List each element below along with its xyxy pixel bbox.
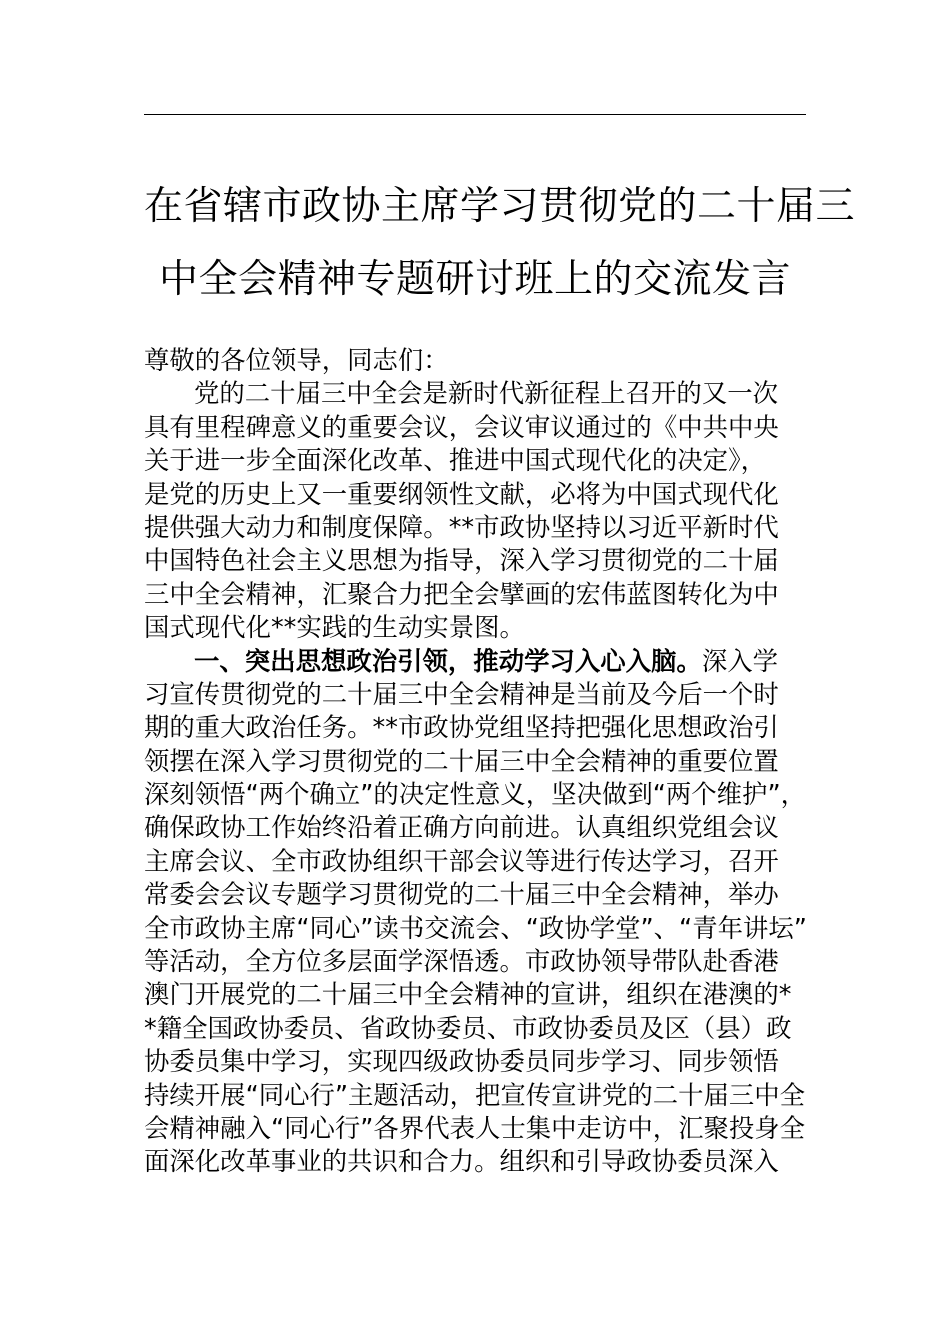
paragraph-1-line: 党的二十届三中全会是新时代新征程上召开的又一次 xyxy=(194,378,778,409)
paragraph-2-line: 持续开展“同心行”主题活动，把宣传宣讲党的二十届三中全 xyxy=(144,1079,806,1110)
paragraph-1-line: 是党的历史上又一重要纲领性文献，必将为中国式现代化 xyxy=(144,478,779,509)
document-body xyxy=(144,344,810,1179)
paragraph-2-line: 全市政协主席“同心”读书交流会、“政协学堂”、“青年讲坛” xyxy=(144,912,807,943)
title-line-1: 在省辖市政协主席学习贯彻党的二十届三 xyxy=(144,184,856,229)
document-title xyxy=(144,170,856,316)
paragraph-2-line: 会精神融入“同心行”各界代表人士集中走访中，汇聚投身全 xyxy=(144,1112,806,1143)
header-rule xyxy=(144,114,806,115)
title-line-2: 中全会精神专题研讨班上的交流发言 xyxy=(158,257,791,302)
paragraph-2-line: *籍全国政协委员、省政协委员、市政协委员及区（县）政 xyxy=(144,1012,792,1043)
paragraph-2-line: 常委会会议专题学习贯彻党的二十届三中全会精神，举办 xyxy=(144,879,779,910)
paragraph-2-line: 习宣传贯彻党的二十届三中全会精神是当前及今后一个时 xyxy=(144,678,779,709)
paragraph-2-line: 期的重大政治任务。**市政协党组坚持把强化思想政治引 xyxy=(144,712,779,743)
paragraph-2-line: 面深化改革事业的共识和合力。组织和引导政协委员深入 xyxy=(144,1146,779,1177)
paragraph-1-line: 具有里程碑意义的重要会议，会议审议通过的《中共中央 xyxy=(144,411,779,442)
paragraph-1-line: 三中全会精神，汇聚合力把全会擘画的宏伟蓝图转化为中 xyxy=(144,578,779,609)
paragraph-1-line: 中国特色社会主义思想为指导，深入学习贯彻党的二十届 xyxy=(144,545,779,576)
paragraph-2-line: 主席会议、全市政协组织干部会议等进行传达学习，召开 xyxy=(144,845,779,876)
paragraph-1-line: 提供强大动力和制度保障。**市政协坚持以习近平新时代 xyxy=(144,511,779,542)
paragraph-2-line: 领摆在深入学习贯彻党的二十届三中全会精神的重要位置 xyxy=(144,745,779,776)
paragraph-2-first-line xyxy=(144,645,810,678)
paragraph-2-line: 等活动，全方位多层面学深悟透。市政协领导带队赴香港 xyxy=(144,946,779,977)
paragraph-2-line: 确保政协工作始终沿着正确方向前进。认真组织党组会议 xyxy=(144,812,779,843)
paragraph-2-first-line-rest: 深入学 xyxy=(701,645,778,676)
section-heading: 一、突出思想政治引领，推动学习入心入脑。 xyxy=(194,645,702,676)
salutation: 尊敬的各位领导，同志们： xyxy=(144,345,449,375)
paragraph-2-line: 协委员集中学习，实现四级政协委员同步学习、同步领悟 xyxy=(144,1046,779,1077)
paragraph-1-line: 关于进一步全面深化改革、推进中国式现代化的决定》， xyxy=(144,445,767,476)
paragraph-2-line: 深刻领悟“两个确立”的决定性意义，坚决做到“两个维护”， xyxy=(144,779,806,810)
paragraph-2-line: 澳门开展党的二十届三中全会精神的宣讲，组织在港澳的* xyxy=(144,979,792,1010)
paragraph-1-line: 国式现代化**实践的生动实景图。 xyxy=(144,612,525,643)
